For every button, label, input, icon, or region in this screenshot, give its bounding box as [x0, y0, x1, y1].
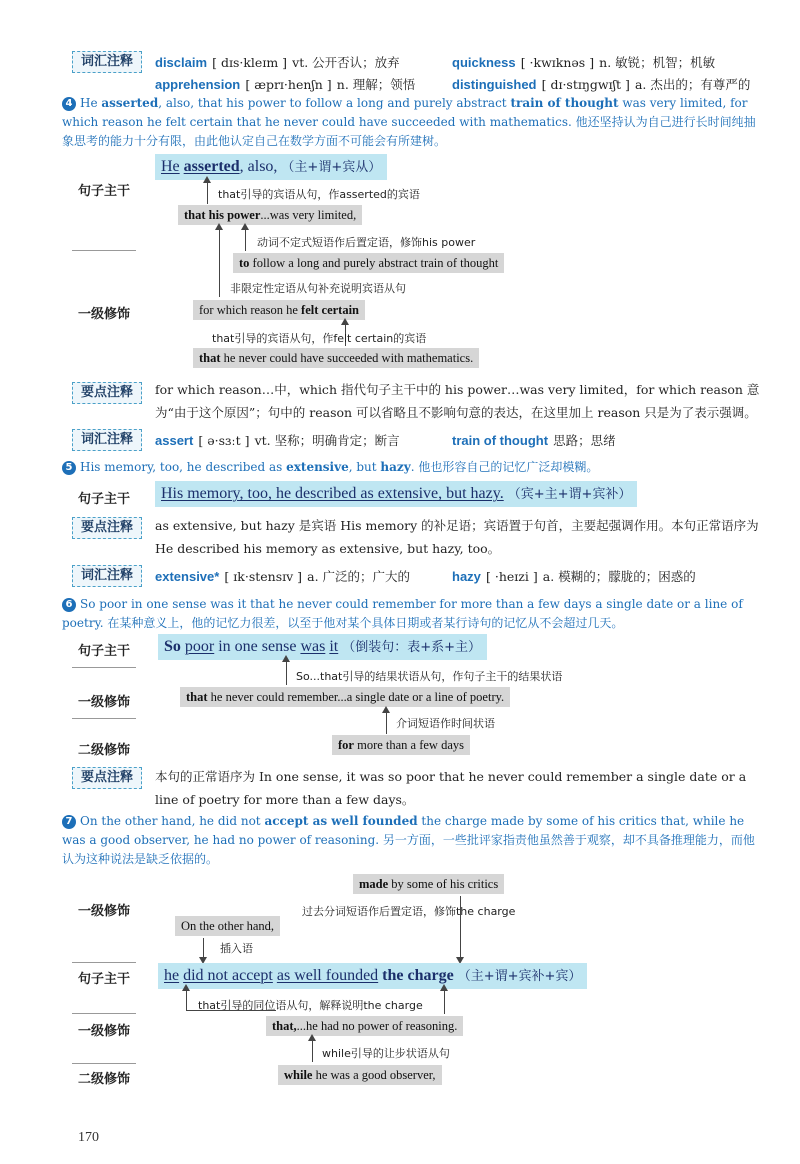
label-first: 一级修饰: [77, 695, 130, 710]
divider: [72, 667, 136, 668]
vocab-entry: train of thought 思路；思绪: [452, 433, 616, 448]
vocab-entry: hazy [ ·heɪzi ] a. 模糊的；朦胧的；困惑的: [452, 569, 696, 584]
arrow: [203, 938, 204, 958]
label-second: 二级修饰: [77, 743, 130, 758]
label-vocab: 词汇注释: [72, 565, 142, 587]
label-main: 句子主干: [77, 184, 130, 199]
vocab-entry: distinguished [ dɪ·stɪŋgwɪʃt ] a. 杰出的；有尊严的: [452, 77, 751, 92]
annotation: 非限定性定语从句补充说明宾语从句: [230, 282, 406, 295]
divider: [72, 718, 136, 719]
keypoint-text: for which reason…中，which 指代句子主干中的 his power…was very limited，for which reason 意为“由于这个原因”；句中的 reason 可以省略且不影响句意的表达，在这里加上 reason 只是为了表示强调。: [155, 382, 760, 420]
divider: [72, 1063, 136, 1064]
label-main: 句子主干: [77, 492, 130, 507]
sentence-7: 7 On the other hand, he did not accept as well founded the charge made by some of his critics that, while he was a good observer, he had no power of reasoning. 另一方面，一些批评家指责他虽然善于观察，却不具备推理能力，而他认为这种说法是缺乏依据的。: [62, 814, 755, 866]
label-first: 一级修饰: [77, 1024, 130, 1039]
main-clause: He asserted, also, （主+谓+宾从）: [155, 154, 387, 180]
label-first: 一级修饰: [77, 904, 130, 919]
modifier-phrase: that he never could remember...a single date or a line of poetry.: [180, 687, 510, 707]
vocab-entry: apprehension [ æprɪ·henʃn ] n. 理解；领悟: [155, 77, 416, 92]
arrow: [444, 990, 445, 1014]
annotation: while引导的让步状语从句: [322, 1047, 450, 1060]
sentence-5: 5 His memory, too, he described as extensive, but hazy. 他也形容自己的记忆广泛却模糊。: [62, 458, 762, 475]
vocab-entry: disclaim [ dɪs·kleɪm ] vt. 公开否认；放弃: [155, 55, 400, 70]
connector-line: [186, 1010, 276, 1011]
modifier-phrase: for more than a few days: [332, 735, 470, 755]
modifier-phrase: that his power...was very limited,: [178, 205, 362, 225]
modifier-phrase: to follow a long and purely abstract train of thought: [233, 253, 504, 273]
sentence-number: 6: [62, 598, 76, 612]
arrow: [460, 896, 461, 958]
sentence-6: 6 So poor in one sense was it that he never could remember for more than a few days a single date or a line of poetry. 在某种意义上，他的记忆力很差，以至于他对某个具体日期或者某行诗句的记忆从不会超过几天。: [62, 597, 743, 630]
label-main: 句子主干: [77, 644, 130, 659]
arrow: [219, 229, 220, 297]
label-main: 句子主干: [77, 972, 130, 987]
annotation: 介词短语作时间状语: [396, 717, 495, 730]
annotation: 过去分词短语作后置定语，修饰the charge: [302, 905, 516, 918]
main-clause: he did not accept as well founded the charge （主+谓+宾补+宾）: [158, 963, 587, 989]
divider: [72, 1013, 136, 1014]
label-keypoint: 要点注释: [72, 767, 142, 789]
label-vocab: 词汇注释: [72, 51, 142, 73]
annotation: that引导的宾语从句，作asserted的宾语: [218, 188, 420, 201]
modifier-phrase: for which reason he felt certain: [193, 300, 365, 320]
annotation: 动词不定式短语作后置定语，修饰his power: [257, 236, 476, 249]
arrow: [186, 990, 187, 1010]
vocab-entry: quickness [ ·kwɪknəs ] n. 敏锐；机智；机敏: [452, 55, 716, 70]
modifier-phrase: that he never could have succeeded with mathematics.: [193, 348, 479, 368]
label-keypoint: 要点注释: [72, 517, 142, 539]
modifier-phrase: made by some of his critics: [353, 874, 504, 894]
label-vocab: 词汇注释: [72, 429, 142, 451]
annotation: that引导的同位语从句，解释说明the charge: [198, 999, 423, 1012]
keypoint-text: as extensive, but hazy 是宾语 His memory 的补足语；宾语置于句首，主要起强调作用。本句正常语序为 He described his memory as extensive, but hazy, too。: [155, 518, 759, 556]
modifier-phrase: that,...he had no power of reasoning.: [266, 1016, 463, 1036]
arrow: [245, 229, 246, 251]
keypoint-text: 本句的正常语序为 In one sense, it was so poor that he never could remember a single date or a line of poetry for more than a few days。: [155, 769, 747, 807]
label-first: 一级修饰: [77, 307, 130, 322]
modifier-phrase: On the other hand,: [175, 916, 280, 936]
sentence-number: 5: [62, 461, 76, 475]
modifier-phrase: while he was a good observer,: [278, 1065, 442, 1085]
annotation: that引导的宾语从句，作felt certain的宾语: [212, 332, 427, 345]
label-second: 二级修饰: [77, 1072, 130, 1087]
main-clause: So poor in one sense was it （倒装句：表+系+主）: [158, 634, 487, 660]
label-keypoint: 要点注释: [72, 382, 142, 404]
vocab-entry: extensive* [ ɪk·stensɪv ] a. 广泛的；广大的: [155, 569, 411, 584]
sentence-number: 4: [62, 97, 76, 111]
divider: [72, 962, 136, 963]
annotation: 插入语: [220, 942, 253, 955]
arrow: [312, 1040, 313, 1062]
sentence-4: 4 He asserted, also, that his power to follow a long and purely abstract train of thought was very limited, for which reason he felt certain that he never could have succeeded with mathematics. 他还坚持认为自己进行长时间纯抽象思考的能力十分有限，由此他认定自己在数学方面不可能会有所建树。: [62, 96, 756, 148]
arrow: [386, 712, 387, 734]
arrow: [207, 182, 208, 204]
sentence-number: 7: [62, 815, 76, 829]
page-number: 170: [78, 1130, 99, 1145]
main-clause: His memory, too, he described as extensive, but hazy. （宾+主+谓+宾补）: [155, 481, 637, 507]
annotation: So...that引导的结果状语从句，作句子主干的结果状语: [296, 670, 563, 683]
divider: [72, 250, 136, 251]
arrow: [286, 661, 287, 685]
vocab-entry: assert [ ə·sɜːt ] vt. 坚称；明确肯定；断言: [155, 433, 400, 448]
